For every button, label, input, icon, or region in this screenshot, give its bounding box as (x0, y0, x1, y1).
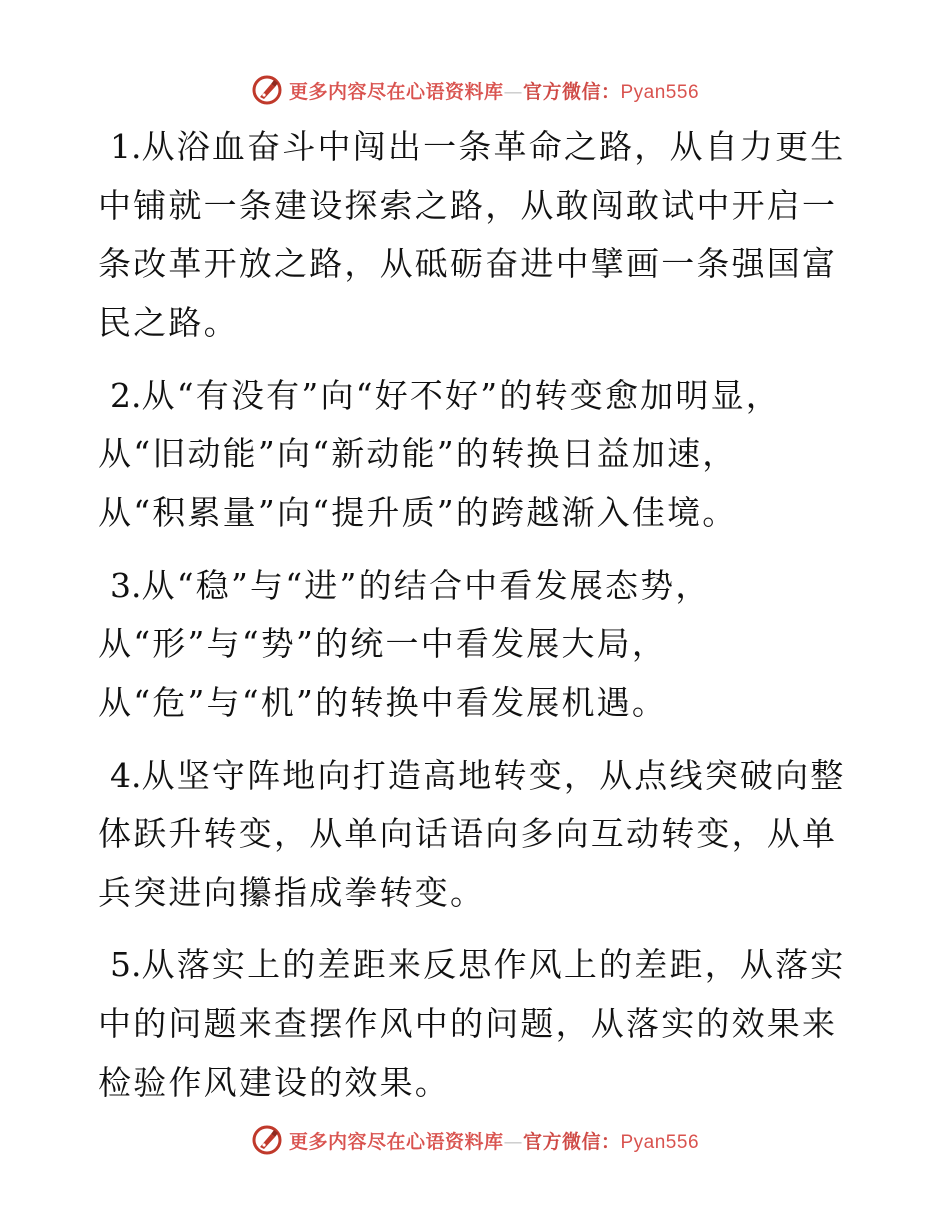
document-body (98, 118, 858, 1126)
banner-main-text: 更多内容尽在心语资料库 (288, 1130, 504, 1153)
item-line: 中铺就一条建设探索之路，从敢闯敢试中开启一条 (98, 185, 838, 284)
item-line: 从“危”与“机”的转换中看发展机遇。 (98, 682, 668, 722)
banner-dash: — (503, 80, 523, 103)
banner-wechat-id: Pyan556 (620, 81, 700, 103)
list-item-3 (98, 557, 858, 733)
item-line: 从“积累量”向“提升质”的跨越渐入佳境。 (98, 492, 738, 532)
item-number: 1. (110, 127, 142, 166)
item-line: 从“旧动能”向“新动能”的转换日益加速， (98, 434, 738, 474)
banner-sub-text: 官方微信： (522, 80, 621, 103)
list-item-5 (98, 936, 858, 1112)
item-line: 从落实上的差距来反思作风上的差距，从落实 (141, 945, 846, 985)
item-line: 从浴血奋斗中闯出一条革命之路，从自力更生 (141, 127, 846, 166)
item-line: 改革开放之路，从砥砺奋进中擘画一条强国富民之 (98, 244, 838, 342)
item-number: 3. (110, 565, 142, 605)
item-number: 5. (110, 945, 142, 985)
item-line: 从“有没有”向“好不好”的转变愈加明显， (141, 375, 781, 415)
list-item-4 (98, 747, 858, 923)
item-line: 中的问题来查摆作风中的问题，从落实的效果来检 (98, 1004, 838, 1102)
banner-wechat-id: Pyan556 (620, 1131, 700, 1153)
item-line: 路。 (168, 302, 239, 342)
footer-banner (0, 1120, 950, 1160)
banner-text (289, 1127, 699, 1154)
item-line: 体跃升转变，从单向话语向多向互动转变，从单兵 (98, 814, 838, 912)
item-line: 从坚守阵地向打造高地转变，从点线突破向整 (141, 755, 846, 795)
pen-nib-circle-icon (251, 1124, 283, 1156)
banner-sub-text: 官方微信： (522, 1130, 621, 1153)
item-number: 4. (110, 755, 142, 795)
list-item-1 (98, 118, 858, 352)
banner-text (289, 77, 699, 104)
header-banner (0, 70, 950, 110)
banner-dash: — (503, 1130, 523, 1153)
item-number: 2. (110, 375, 142, 415)
banner-main-text: 更多内容尽在心语资料库 (288, 80, 504, 103)
list-item-2 (98, 367, 858, 543)
item-line: 突进向攥指成拳转变。 (133, 872, 486, 912)
item-line: 验作风建设的效果。 (133, 1062, 451, 1102)
pen-nib-circle-icon (251, 74, 283, 106)
item-line: 从“稳”与“进”的结合中看发展态势， (141, 565, 711, 605)
item-line: 从“形”与“势”的统一中看发展大局， (98, 624, 668, 664)
